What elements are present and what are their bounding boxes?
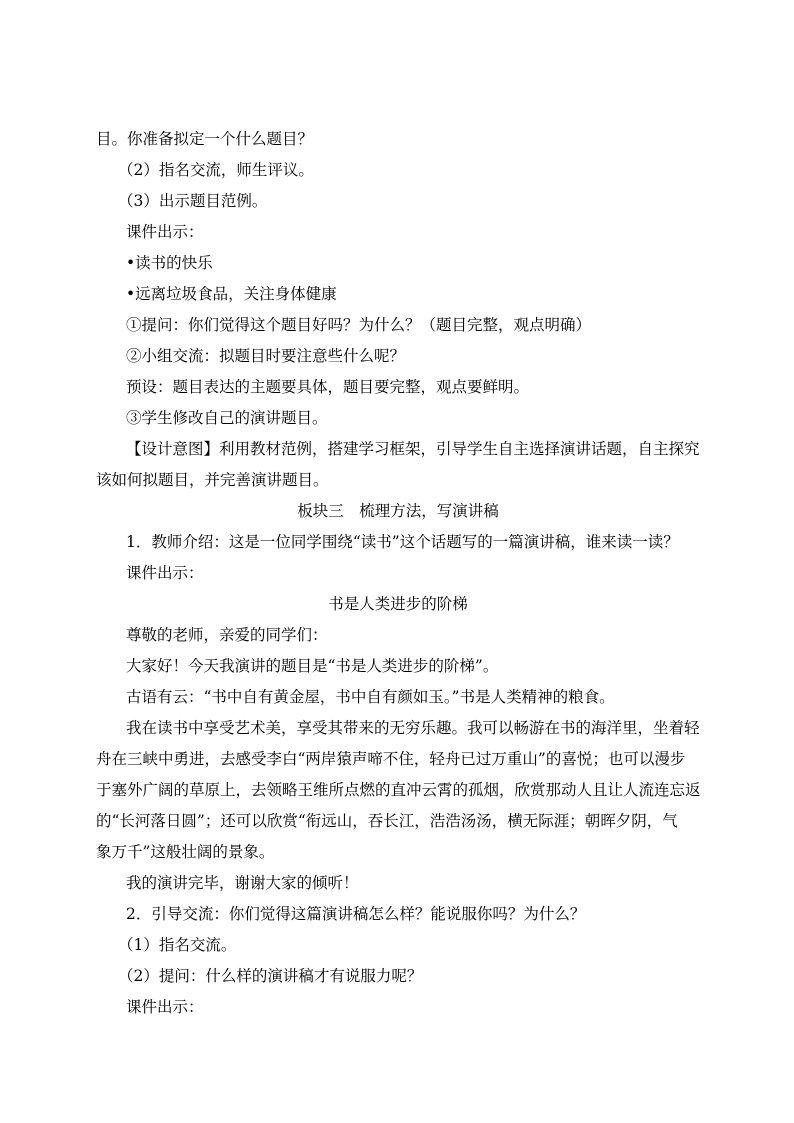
document-body [96, 124, 700, 1023]
paragraph-line: （2）指名交流，师生评议。 [118, 161, 314, 179]
paragraph-line: 大家好！今天我演讲的题目是“书是人类进步的阶梯”。 [126, 657, 499, 675]
paragraph-line: （2）提问：什么样的演讲稿才有说服力呢？ [118, 967, 423, 985]
paragraph-line: 课件出示： [126, 564, 204, 582]
paragraph-line: 尊敬的老师，亲爱的同学们： [126, 626, 328, 644]
paragraph-line: ①提问：你们觉得这个题目好吗？为什么？（题目完整，观点明确） [126, 316, 592, 334]
paragraph-line: 古语有云：“书中自有黄金屋，书中自有颜如玉。”书是人类精神的粮食。 [126, 688, 615, 706]
bullet-item: •远离垃圾食品，关注身体健康 [126, 285, 337, 303]
paragraph-line: 2．引导交流：你们觉得这篇演讲稿怎么样？能说服你吗？为什么？ [126, 905, 586, 923]
paragraph-line: 我在读书中享受艺术美，享受其带来的无穷乐趣。我可以畅游在书的海洋里，坐着轻 [126, 719, 700, 737]
paragraph-line: 课件出示： [126, 998, 204, 1016]
paragraph-line: 目。你准备拟定一个什么题目？ [96, 130, 314, 148]
paragraph-line: （1）指名交流。 [118, 936, 237, 954]
paragraph-line: 该如何拟题目，并完善演讲题目。 [96, 471, 329, 489]
paragraph-line: 课件出示： [126, 223, 204, 241]
paragraph-line: 于塞外广阔的草原上，去领略王维所点燃的直冲云霄的孤烟，欣赏那动人且让人流连忘返 [96, 781, 701, 799]
speech-title: 书是人类进步的阶梯 [328, 595, 468, 613]
paragraph-line: ②小组交流：拟题目时要注意些什么呢？ [126, 347, 406, 365]
paragraph-line: ③学生修改自己的演讲题目。 [126, 409, 328, 427]
paragraph-line: 舟在三峡中勇进，去感受李白“两岸猿声啼不住，轻舟已过万重山”的喜悦；也可以漫步 [96, 750, 686, 768]
section-heading: 板块三 梳理方法，写演讲稿 [297, 502, 499, 520]
paragraph-line: 象万千”这般壮阔的景象。 [96, 843, 275, 861]
paragraph-line: 预设：题目表达的主题要具体，题目要完整，观点要鲜明。 [126, 378, 530, 396]
paragraph-line: 1．教师介绍：这是一位同学围绕“读书”这个话题写的一篇演讲稿，谁来读一读？ [126, 533, 679, 551]
paragraph-line: 我的演讲完毕，谢谢大家的倾听！ [126, 874, 359, 892]
paragraph-line: 的“长河落日圆”；还可以欣赏“衔远山，吞长江，浩浩汤汤，横无际涯；朝晖夕阴，气 [96, 812, 678, 830]
paragraph-line: 【设计意图】利用教材范例，搭建学习框架，引导学生自主选择演讲话题，自主探究 [126, 440, 700, 458]
bullet-item: •读书的快乐 [126, 254, 213, 272]
paragraph-line: （3）出示题目范例。 [118, 192, 268, 210]
